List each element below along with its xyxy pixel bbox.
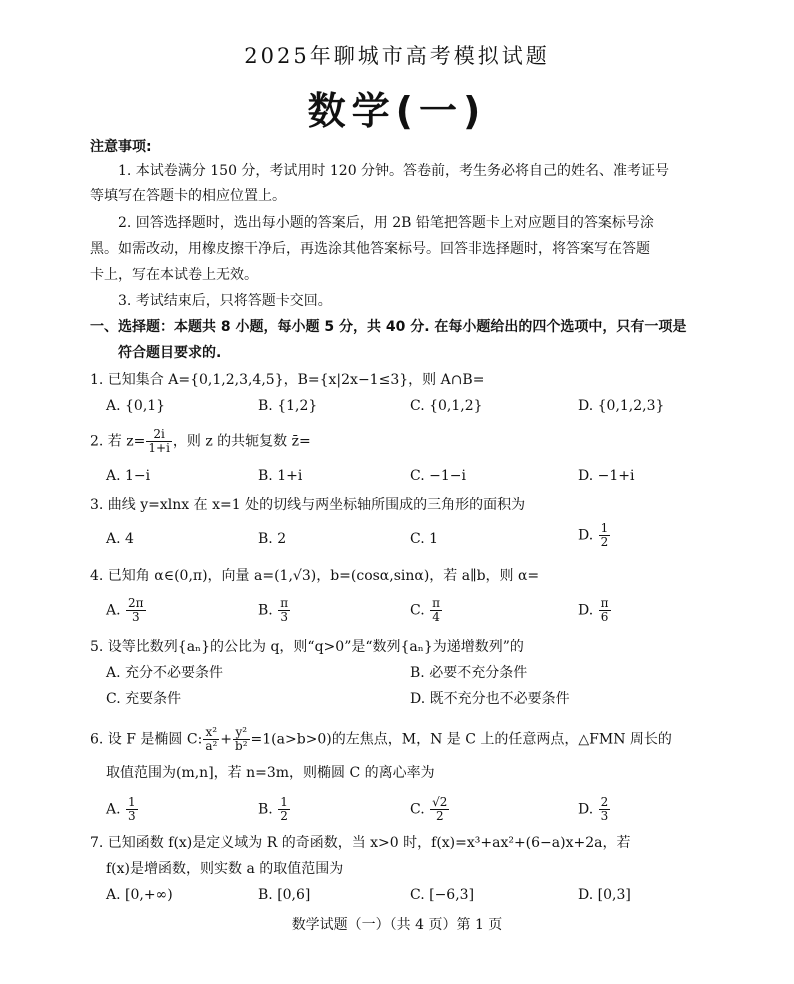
frac-den: 3	[280, 610, 288, 624]
frac-num: √2	[432, 795, 448, 809]
option-fraction	[126, 796, 138, 823]
frac-num: π	[600, 596, 609, 610]
option-label: A.	[106, 801, 121, 818]
question-4-stem: 4. 已知角 α∈(0,π)，向量 a=(1,√3)，b=(cosα,sinα)，若 a∥b，则 α=	[90, 568, 540, 584]
notice-heading: 注意事项:	[90, 139, 152, 155]
option-label: C.	[410, 801, 425, 818]
frac-num: 1	[600, 521, 609, 535]
frac-den: 3	[128, 809, 136, 823]
frac-den: 2	[435, 809, 444, 823]
exam-title: 2025年聊城市高考模拟试题	[244, 44, 550, 68]
frac-num: 2π	[128, 596, 144, 610]
frac-num: 1	[280, 795, 288, 809]
question-2-stem-post: ，则 z 的共轭复数 z̄=	[172, 433, 311, 450]
question-5-option-c: C. 充要条件	[106, 691, 182, 707]
notice-item-1-line-1: 1. 本试卷满分 150 分，考试用时 120 分钟。答卷前，考生务必将自己的姓名、准考证号	[118, 163, 670, 179]
question-6-option-b	[258, 796, 291, 823]
frac-num: π	[432, 596, 441, 610]
question-3-option-d-fraction	[599, 522, 611, 549]
question-4-option-b	[258, 597, 291, 624]
question-7-option-b: B. [0,6]	[258, 887, 311, 903]
question-2-option-a: A. 1−i	[106, 468, 151, 484]
question-6-option-a	[106, 796, 139, 823]
question-1-stem: 1. 已知集合 A={0,1,2,3,4,5}，B={x|2x−1≤3}，则 A∩B=	[90, 372, 485, 388]
question-3-option-a: A. 4	[106, 531, 134, 547]
frac-num: x²	[203, 726, 219, 740]
frac-den: 3	[131, 610, 140, 624]
question-2-fraction	[146, 428, 172, 455]
question-2-option-b: B. 1+i	[258, 468, 303, 484]
section-heading-line-1: 一、选择题：本题共 8 小题，每小题 5 分，共 40 分. 在每小题给出的四个选项中，只有一项是	[90, 319, 687, 335]
option-label: B.	[258, 801, 273, 818]
frac-num: 2	[600, 795, 609, 809]
frac-den: b²	[235, 739, 248, 753]
notice-item-2-line-3: 卡上，写在本试卷上无效。	[90, 267, 258, 283]
frac-den: 3	[600, 809, 609, 823]
option-fraction	[126, 597, 146, 624]
notice-item-2-line-1: 2. 回答选择题时，选出每小题的答案后，用 2B 铅笔把答题卡上对应题目的答案标号涂	[118, 215, 654, 231]
question-2-frac-num: 2i	[146, 428, 172, 442]
frac-num: y²	[233, 726, 250, 740]
frac-den: 6	[600, 610, 609, 624]
option-label: D.	[578, 801, 594, 818]
question-2-frac-den: 1+i	[148, 441, 170, 455]
question-5-option-d: D. 既不充分也不必要条件	[410, 691, 570, 707]
question-7-option-a: A. [0,+∞)	[106, 887, 173, 903]
frac-den: 4	[432, 610, 440, 624]
subject-title: 数学(一)	[307, 89, 487, 133]
option-fraction	[599, 597, 611, 624]
question-3-option-d-label: D.	[578, 527, 594, 544]
question-6-stem-post: =1(a>b>0)的左焦点，M，N 是 C 上的任意两点，△FMN 周长的	[250, 731, 672, 748]
option-fraction	[599, 796, 611, 823]
question-4-option-d	[578, 597, 612, 624]
notice-item-2-line-2: 黑。如需改动，用橡皮擦干净后，再选涂其他答案标号。回答非选择题时，将答案写在答题	[90, 241, 650, 257]
question-3-option-d	[578, 522, 611, 549]
frac-num: 1	[128, 795, 136, 809]
question-4-option-c	[410, 597, 443, 624]
notice-item-3: 3. 考试结束后，只将答题卡交回。	[118, 293, 332, 309]
question-6-option-c	[410, 796, 450, 823]
question-1-option-d: D. {0,1,2,3}	[578, 398, 665, 414]
question-6-stem-pre: 6. 设 F 是椭圆 C:	[90, 731, 203, 748]
option-label: D.	[578, 602, 594, 619]
question-2-stem-pre: 2. 若 z=	[90, 433, 146, 450]
question-1-option-b: B. {1,2}	[258, 398, 318, 414]
question-6-stem-line-2: 取值范围为(m,n]，若 n=3m，则椭圆 C 的离心率为	[106, 765, 435, 781]
frac-den: a²	[205, 739, 218, 753]
section-heading-line-2: 符合题目要求的.	[118, 345, 222, 361]
option-fraction	[430, 597, 442, 624]
option-label: B.	[258, 602, 273, 619]
frac-num: π	[280, 596, 289, 610]
question-3-option-b: B. 2	[258, 531, 287, 547]
question-7-stem-line-2: f(x)是增函数，则实数 a 的取值范围为	[106, 861, 344, 877]
frac-den: 2	[280, 809, 288, 823]
option-fraction	[278, 796, 290, 823]
question-6-stem	[90, 726, 672, 753]
question-5-stem: 5. 设等比数列{aₙ}的公比为 q，则“q>0”是“数列{aₙ}为递增数列”的	[90, 639, 524, 655]
question-6-frac-y	[233, 726, 250, 753]
option-fraction	[278, 597, 290, 624]
question-3-option-c: C. 1	[410, 531, 439, 547]
frac-den: 2	[600, 535, 609, 549]
option-label: A.	[106, 602, 121, 619]
question-5-option-b: B. 必要不充分条件	[410, 665, 528, 681]
question-1-option-c: C. {0,1,2}	[410, 398, 483, 414]
question-2-option-d: D. −1+i	[578, 468, 635, 484]
question-4-option-a	[106, 597, 147, 624]
question-1-option-a: A. {0,1}	[106, 398, 166, 414]
question-3-stem: 3. 曲线 y=xlnx 在 x=1 处的切线与两坐标轴所围成的三角形的面积为	[90, 497, 526, 513]
option-fraction	[430, 796, 449, 823]
question-7-option-c: C. [−6,3]	[410, 887, 475, 903]
question-5-option-a: A. 充分不必要条件	[106, 665, 224, 681]
plus-sign: +	[220, 731, 233, 748]
option-label: C.	[410, 602, 425, 619]
question-6-frac-x	[203, 726, 219, 753]
question-2-stem	[90, 428, 311, 455]
question-2-option-c: C. −1−i	[410, 468, 466, 484]
question-7-option-d: D. [0,3]	[578, 887, 631, 903]
question-6-option-d	[578, 796, 611, 823]
page-footer: 数学试题（一）（共 4 页）第 1 页	[291, 917, 503, 933]
question-7-stem-line-1: 7. 已知函数 f(x)是定义域为 R 的奇函数，当 x>0 时，f(x)=x³+ax²+(6−a)x+2a，若	[90, 835, 631, 851]
notice-item-1-line-2: 等填写在答题卡的相应位置上。	[90, 188, 286, 204]
